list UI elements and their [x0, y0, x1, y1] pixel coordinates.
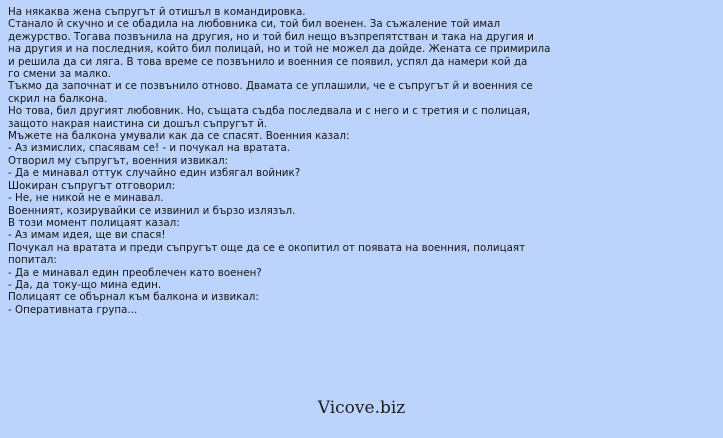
joke-line: - Да, да току-що мина един.: [8, 278, 162, 291]
joke-line: го смени за малко.: [8, 68, 111, 81]
joke-line: - Да е минавал един преоблечен като военен?: [8, 266, 262, 279]
joke-line: Военният, козирувайки се извинил и бързо излязъл.: [8, 204, 296, 217]
joke-line: Отворил му съпругът, военния извикал:: [8, 154, 229, 167]
joke-line: - Аз имам идея, ще ви спася!: [8, 229, 166, 242]
joke-line: попитал:: [8, 254, 57, 267]
joke-line: Полицаят се обърнал към балкона и извикал:: [8, 291, 259, 304]
joke-line: На някаква жена съпругът й отишъл в командировка.: [8, 6, 306, 18]
joke-line: скрил на балкона.: [8, 92, 108, 105]
joke-line: защото накрая наистина си дошъл съпругът й.: [8, 117, 268, 130]
joke-line: Почукал на вратата и преди съпругът още да се е окопитил от появата на военния, полицаят: [8, 241, 526, 254]
joke-line: - Не, не никой не е минавал.: [8, 192, 164, 205]
joke-line: В този момент полицаят казал:: [8, 216, 180, 229]
joke-line: - Аз измислих, спасявам се! - и почукал на вратата.: [8, 142, 291, 155]
joke-text: [8, 6, 720, 316]
joke-line: на другия и на последния, който бил полицай, но и той не можел да дойде. Жената се примирила: [8, 43, 551, 56]
joke-line: Мъжете на балкона умували как да се спасят. Военния казал:: [8, 130, 350, 143]
joke-line: Но това, бил другият любовник. Но, същата съдба последвала и с него и с третия и с полицая,: [8, 105, 531, 118]
site-footer-link[interactable]: Vicove.biz: [317, 398, 406, 418]
joke-line: - Оперативната група...: [8, 303, 138, 316]
joke-line: Тъкмо да започнат и се позвънило отново. Двамата се уплашили, че е съпругът й и военния се: [8, 80, 533, 93]
joke-line: Станало й скучно и се обадила на любовника си, той бил военен. За съжаление той имал: [8, 18, 501, 31]
joke-line: Шокиран съпругът отговорил:: [8, 179, 175, 192]
joke-line: и решила да си ляга. В това време се позвънило и военния се появил, успял да намери кой да: [8, 55, 528, 68]
joke-line: дежурство. Тогава позвънила на другия, но и той бил нещо възпрепятстван и така на другия и: [8, 30, 534, 43]
joke-line: - Да е минавал оттук случайно един избягал войник?: [8, 167, 301, 180]
